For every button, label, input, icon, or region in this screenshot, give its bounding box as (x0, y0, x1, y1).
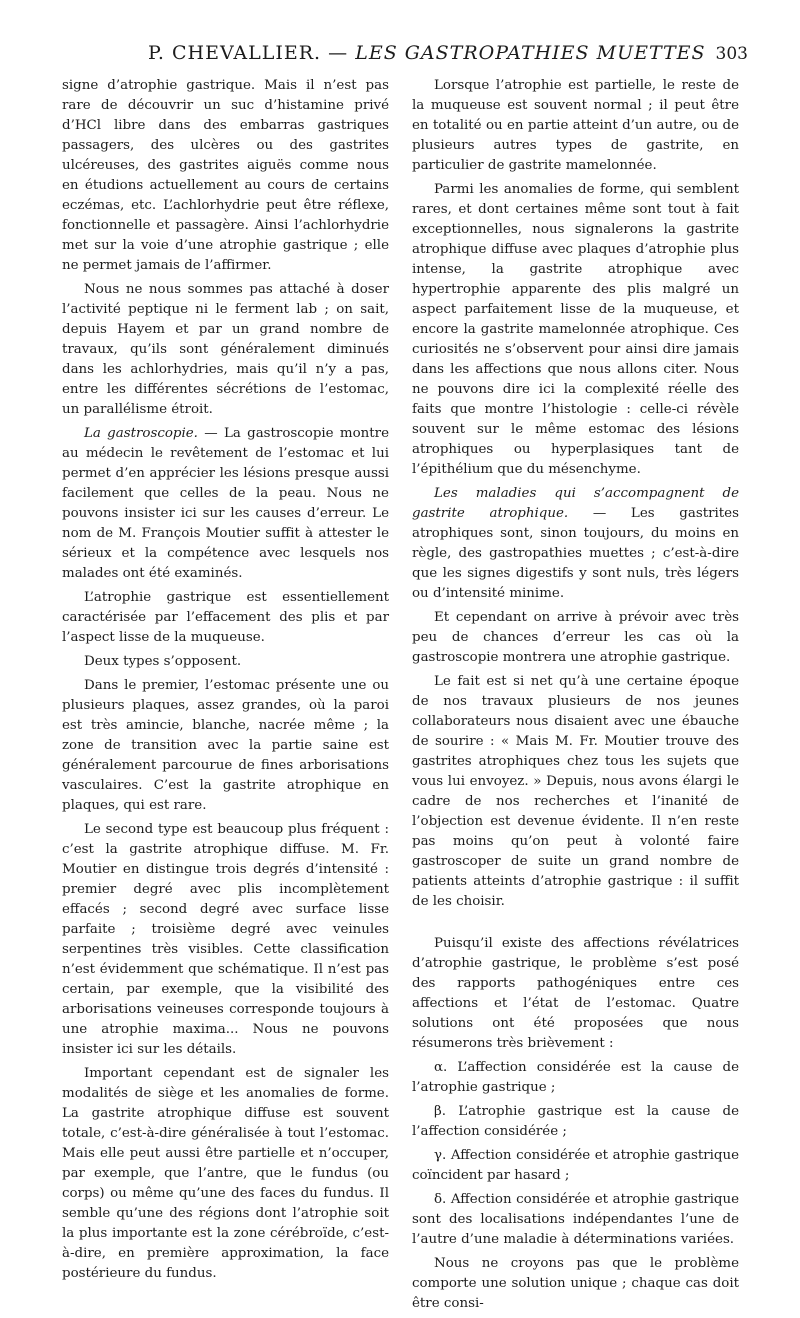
paragraph-text: Dans le premier, l’estomac présente une ou plusieurs plaques, assez grandes, où la paroi est très amincie, blanche, nacrée même ; la zone de transition avec la partie saine est généralement parcourue de fines arborisations vasculaires. C’est la gastrite atrophique en plaques, qui est rare. (62, 678, 389, 813)
header-title: LES GASTROPATHIES MUETTES (355, 42, 706, 64)
paragraph (412, 76, 739, 176)
paragraph-text: Deux types s’opposent. (84, 654, 242, 669)
running-header (52, 42, 752, 72)
page-number: 303 (715, 44, 748, 64)
paragraph-text: Nous ne nous sommes pas attaché à doser l’activité peptique ni le ferment lab ; on sait, depuis Hayem et par un grand nombre de travaux, qu’ils sont généralement diminués dans les achlorhydries, mais qu’il n’y a pas, entre les différentes sécrétions de l’estomac, un parallélisme étroit. (62, 282, 389, 417)
paragraph (62, 652, 389, 672)
paragraph (62, 676, 389, 816)
paragraph (412, 180, 739, 480)
paragraph (412, 672, 739, 912)
header-dash: — (328, 42, 349, 64)
paragraph (412, 484, 739, 604)
section-lead: Les maladies qui s’accompagnent de gastrite atrophique. (412, 486, 739, 521)
paragraph (412, 1254, 739, 1314)
section-lead: La gastroscopie. (84, 426, 198, 441)
paragraph-text: — Les gastrites atrophiques sont, sinon toujours, du moins en règle, des gastropathies muettes ; c’est-à-dire que les signes digestifs y sont nuls, très légers ou d’intensité minime. (412, 506, 739, 601)
paragraph-text: γ. Affection considérée et atrophie gastrique coïncident par hasard ; (412, 1148, 739, 1183)
paragraph-text: Nous ne croyons pas que le problème comporte une solution unique ; chaque cas doit être consi- (412, 1256, 739, 1311)
paragraph-text: α. L’affection considérée est la cause de l’atrophie gastrique ; (412, 1060, 739, 1095)
paragraph-text: Puisqu’il existe des affections révélatrices d’atrophie gastrique, le problème s’est posé des rapports pathogéniques entre ces affections et l’état de l’estomac. Quatre solutions ont été proposées que nous résumerons très brièvement : (412, 936, 739, 1051)
paragraph (412, 934, 739, 1054)
paragraph-text: Lorsque l’atrophie est partielle, le reste de la muqueuse est souvent normal ; il peut être en totalité ou en partie atteint d’un autre, ou de plusieurs autres types de gastrite, en particulier de gastrite mamelonnée. (412, 78, 739, 173)
paragraph-text: signe d’atrophie gastrique. Mais il n’est pas rare de découvrir un suc d’histamine privé d’HCl libre dans des embarras gastriques passagers, des ulcères ou des gastrites ulcéreuses, des gastrites aiguës comme nous en étudions actuellement au cours de certains eczémas, etc. L’achlorhydrie peut être réflexe, fonctionnelle et passagère. Ainsi l’achlorhydrie met sur la voie d’une atrophie gastrique ; elle ne permet jamais de l’affirmer. (62, 78, 389, 273)
paragraph (62, 588, 389, 648)
paragraph (62, 1064, 389, 1284)
paragraph-text: — La gastroscopie montre au médecin le revêtement de l’estomac et lui permet d’en apprécier les lésions presque aussi facilement que celles de la peau. Nous ne pouvons insister ici sur les causes d’erreur. Le nom de M. François Moutier suffit à attester le sérieux et la compétence avec lesquels nos malades ont été examinés. (62, 426, 390, 581)
header-author: P. CHEVALLIER. (148, 42, 322, 64)
left-column (62, 76, 389, 1288)
paragraph-text: β. L’atrophie gastrique est la cause de l’affection considérée ; (412, 1104, 739, 1139)
paragraph-text: Et cependant on arrive à prévoir avec très peu de chances d’erreur les cas où la gastroscopie montrera une atrophie gastrique. (412, 610, 739, 665)
paragraph-text: L’atrophie gastrique est essentiellement caractérisée par l’effacement des plis et par l’aspect lisse de la muqueuse. (62, 590, 389, 645)
right-column (412, 76, 739, 1318)
paragraph-text: Important cependant est de signaler les modalités de siège et les anomalies de forme. La gastrite atrophique diffuse est souvent totale, c’est-à-dire généralisée à tout l’estomac. Mais elle peut aussi être partielle et n’occuper, par exemple, que l’antre, que le fundus (ou corps) ou même qu’une des faces du fundus. Il semble qu’une des régions dont l’atrophie soit la plus importante est la zone cérébroïde, c’est-à-dire, en première approximation, la face postérieure du fundus. (62, 1066, 389, 1281)
list-item-delta (412, 1190, 739, 1250)
paragraph (62, 424, 389, 584)
running-head (148, 42, 706, 64)
paragraph (62, 820, 389, 1060)
list-item-alpha (412, 1058, 739, 1098)
paragraph (412, 608, 739, 668)
paragraph-text: δ. Affection considérée et atrophie gastrique sont des localisations indépendantes l’une de l’autre d’une maladie à déterminations variées. (412, 1192, 739, 1247)
paragraph-text: Parmi les anomalies de forme, qui semblent rares, et dont certaines même sont tout à fait exceptionnelles, nous signalerons la gastrite atrophique diffuse avec plaques d’atrophie plus intense, la gastrite atrophique avec hypertrophie apparente des plis malgré un aspect parfaitement lisse de la muqueuse, et encore la gastrite mamelonnée atrophique. Ces curiosités ne s’observent pour ainsi dire jamais dans les affections que nous allons citer. Nous ne pouvons dire ici la complexité réelle des faits que montre l’histologie : celle-ci révèle souvent sur le même estomac des lésions atrophiques ou hyperplasiques tant de l’épithélium que du mésenchyme. (412, 182, 739, 477)
paragraph-text: Le fait est si net qu’à une certaine époque de nos travaux plusieurs de nos jeunes collaborateurs nous disaient avec une ébauche de sourire : « Mais M. Fr. Moutier trouve des gastrites atrophiques chez tous les sujets que vous lui envoyez. » Depuis, nous avons élargi le cadre de nos recherches et l’inanité de l’objection est devenue évidente. Il n’en reste pas moins qu’on peut à volonté faire gastroscoper de suite un grand nombre de patients atteints d’atrophie gastrique : il suffit de les choisir. (412, 674, 739, 909)
paragraph-text: Le second type est beaucoup plus fréquent : c’est la gastrite atrophique diffuse. M. Fr. Moutier en distingue trois degrés d’intensité : premier degré avec plis incomplètement effacés ; second degré avec surface lisse parfaite ; troisième degré avec veinules serpentines très visibles. Cette classification n’est évidemment que schématique. Il n’est pas certain, par exemple, que la visibilité des arborisations veineuses corresponde toujours à une atrophie maxima... Nous ne pouvons insister ici sur les détails. (62, 822, 389, 1057)
paragraph (62, 280, 389, 420)
list-item-beta (412, 1102, 739, 1142)
paragraph (62, 76, 389, 276)
list-item-gamma (412, 1146, 739, 1186)
